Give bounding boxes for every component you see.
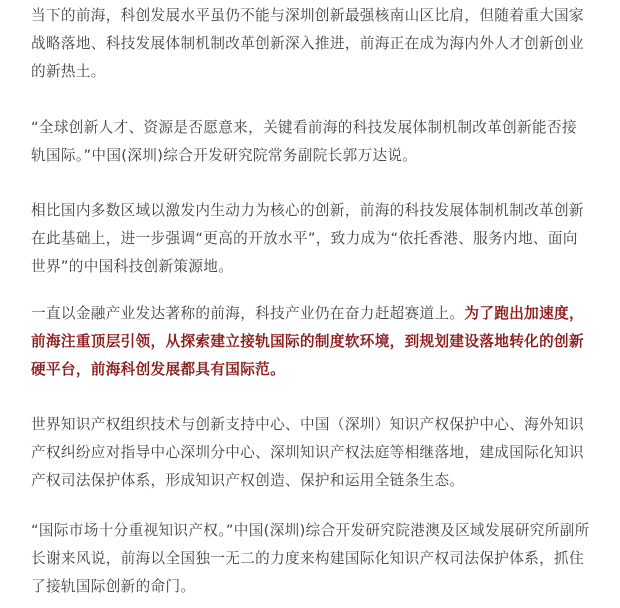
paragraph-tech-industry	[31, 300, 591, 384]
emphasized-text: 为了跑出加速度，前海注重顶层引领，从探索建立接轨国际的制度软环境，到规划建设落地转化的创新硬平台，前海科创发展都具有国际范。	[31, 305, 584, 378]
paragraph-quote-xie-laifeng: “国际市场十分重视知识产权。”中国(深圳)综合开发研究院港澳及区域发展研究所副所长谢来风说，前海以全国独一无二的力度来构建国际化知识产权司法保护体系，抓住了接轨国际创新的命门。	[31, 522, 590, 595]
paragraph-ip-centers: 世界知识产权组织技术与创新支持中心、中国（深圳）知识产权保护中心、海外知识产权纠纷应对指导中心深圳分中心、深圳知识产权法庭等相继落地，建成国际化知识产权司法保护体系，形成知识产权创造、保护和运用全链条生态。	[31, 416, 584, 489]
paragraph-quote-guo-wanda: “全球创新人才、资源是否愿意来，关键看前海的科技发展体制机制改革创新能否接轨国际。”中国(深圳)综合开发研究院常务副院长郭万达说。	[31, 119, 577, 164]
paragraph-openness: 相比国内多数区域以激发内生动力为核心的创新，前海的科技发展体制机制改革创新在此基础上，进一步强调“更高的开放水平”，致力成为“依托香港、服务内地、面向世界”的中国科技创新策源地。	[31, 202, 584, 275]
paragraph-qianhai-innovation: 当下的前海，科创发展水平虽仍不能与深圳创新最强核南山区比肩，但随着重大国家战略落地、科技发展体制机制改革创新深入推进，前海正在成为海内外人才创新创业的新热土。	[31, 7, 584, 80]
paragraph-text: 一直以金融产业发达著称的前海，科技产业仍在奋力赶超赛道上。	[31, 305, 465, 322]
